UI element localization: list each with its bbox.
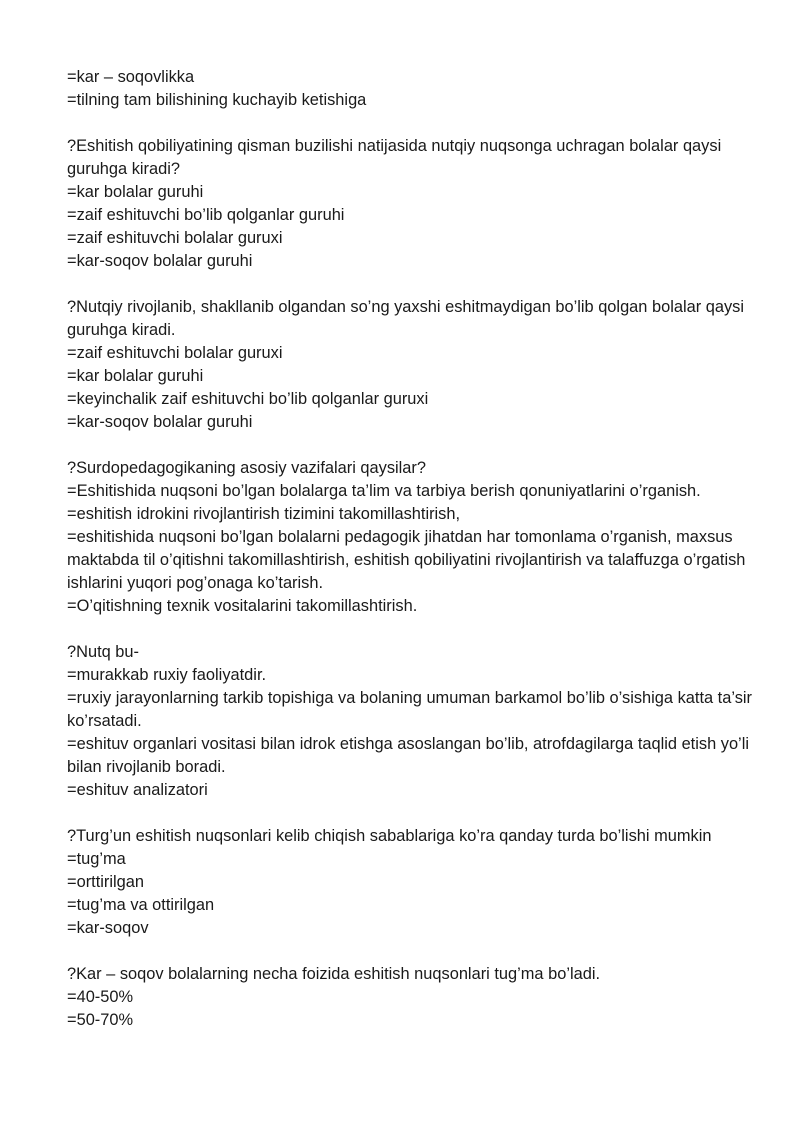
answer-line: =kar-soqov bolalar guruhi [67, 252, 253, 270]
spacer [67, 112, 760, 135]
question-block [67, 135, 760, 273]
question-text: ?Nutq bu- [67, 643, 139, 661]
question-block [67, 457, 760, 618]
question-block [67, 963, 760, 1032]
spacer [67, 618, 760, 641]
answer-line: =O’qitishning texnik vositalarini takomillashtirish. [67, 597, 418, 615]
answer-line: =zaif eshituvchi bo’lib qolganlar guruhi [67, 206, 345, 224]
answer-line: =kar-soqov [67, 919, 149, 937]
answer-line: =kar bolalar guruhi [67, 183, 204, 201]
answer-line: =40-50% [67, 988, 134, 1006]
answer-line: =keyinchalik zaif eshituvchi bo’lib qolganlar guruxi [67, 390, 429, 408]
question-text: ?Nutqiy rivojlanib, shakllanib olgandan so’ng yaxshi eshitmaydigan bo’lib qolgan bolalar qaysi guruhga kiradi. [67, 298, 744, 339]
question-block [67, 825, 760, 940]
spacer [67, 434, 760, 457]
answer-line: =kar bolalar guruhi [67, 367, 204, 385]
answer-line: =ruxiy jarayonlarning tarkib topishiga va bolaning umuman barkamol bo’lib o’sishiga katta ta’sir ko’rsatadi. [67, 689, 752, 730]
answer-line: =eshitishida nuqsoni bo’lgan bolalarni pedagogik jihatdan har tomonlama o’rganish, maxsus maktabda til o’qitishni takomillashtirish, eshitish qobiliyatini rivojlantirish va talaffuzga o’rgatish ishlarini yuqori pog’onaga ko’tarish. [67, 528, 746, 592]
answer-line: =zaif eshituvchi bolalar guruxi [67, 229, 283, 247]
spacer [67, 802, 760, 825]
question-block [67, 641, 760, 802]
answer-line: =kar – soqovlikka [67, 68, 195, 86]
question-text: ?Turg’un eshitish nuqsonlari kelib chiqish sabablariga ko’ra qanday turda bo’lishi mumkin [67, 827, 712, 845]
spacer [67, 940, 760, 963]
answer-line: =tug’ma va ottirilgan [67, 896, 215, 914]
answer-line: =zaif eshituvchi bolalar guruxi [67, 344, 283, 362]
answer-line: =orttirilgan [67, 873, 144, 891]
intro-answers [67, 66, 760, 112]
question-text: ?Surdopedagogikaning asosiy vazifalari qaysilar? [67, 459, 426, 477]
answer-line: =eshituv analizatori [67, 781, 208, 799]
answer-line: =50-70% [67, 1011, 134, 1029]
answer-line: =Eshitishida nuqsoni bo’lgan bolalarga ta’lim va tarbiya berish qonuniyatlarini o’rganish. [67, 482, 701, 500]
answer-line: =murakkab ruxiy faoliyatdir. [67, 666, 267, 684]
question-block [67, 296, 760, 434]
answer-line: =eshitish idrokini rivojlantirish tizimini takomillashtirish, [67, 505, 461, 523]
answer-line: =tilning tam bilishining kuchayib ketishiga [67, 91, 367, 109]
spacer [67, 273, 760, 296]
answer-line: =eshituv organlari vositasi bilan idrok etishga asoslangan bo’lib, atrofdagilarga taqlid etish yo’li bilan rivojlanib boradi. [67, 735, 749, 776]
answer-line: =tug’ma [67, 850, 126, 868]
answer-line: =kar-soqov bolalar guruhi [67, 413, 253, 431]
question-text: ?Eshitish qobiliyatining qisman buzilishi natijasida nutqiy nuqsonga uchragan bolalar qaysi guruhga kiradi? [67, 137, 722, 178]
question-text: ?Kar – soqov bolalarning necha foizida eshitish nuqsonlari tug’ma bo’ladi. [67, 965, 601, 983]
